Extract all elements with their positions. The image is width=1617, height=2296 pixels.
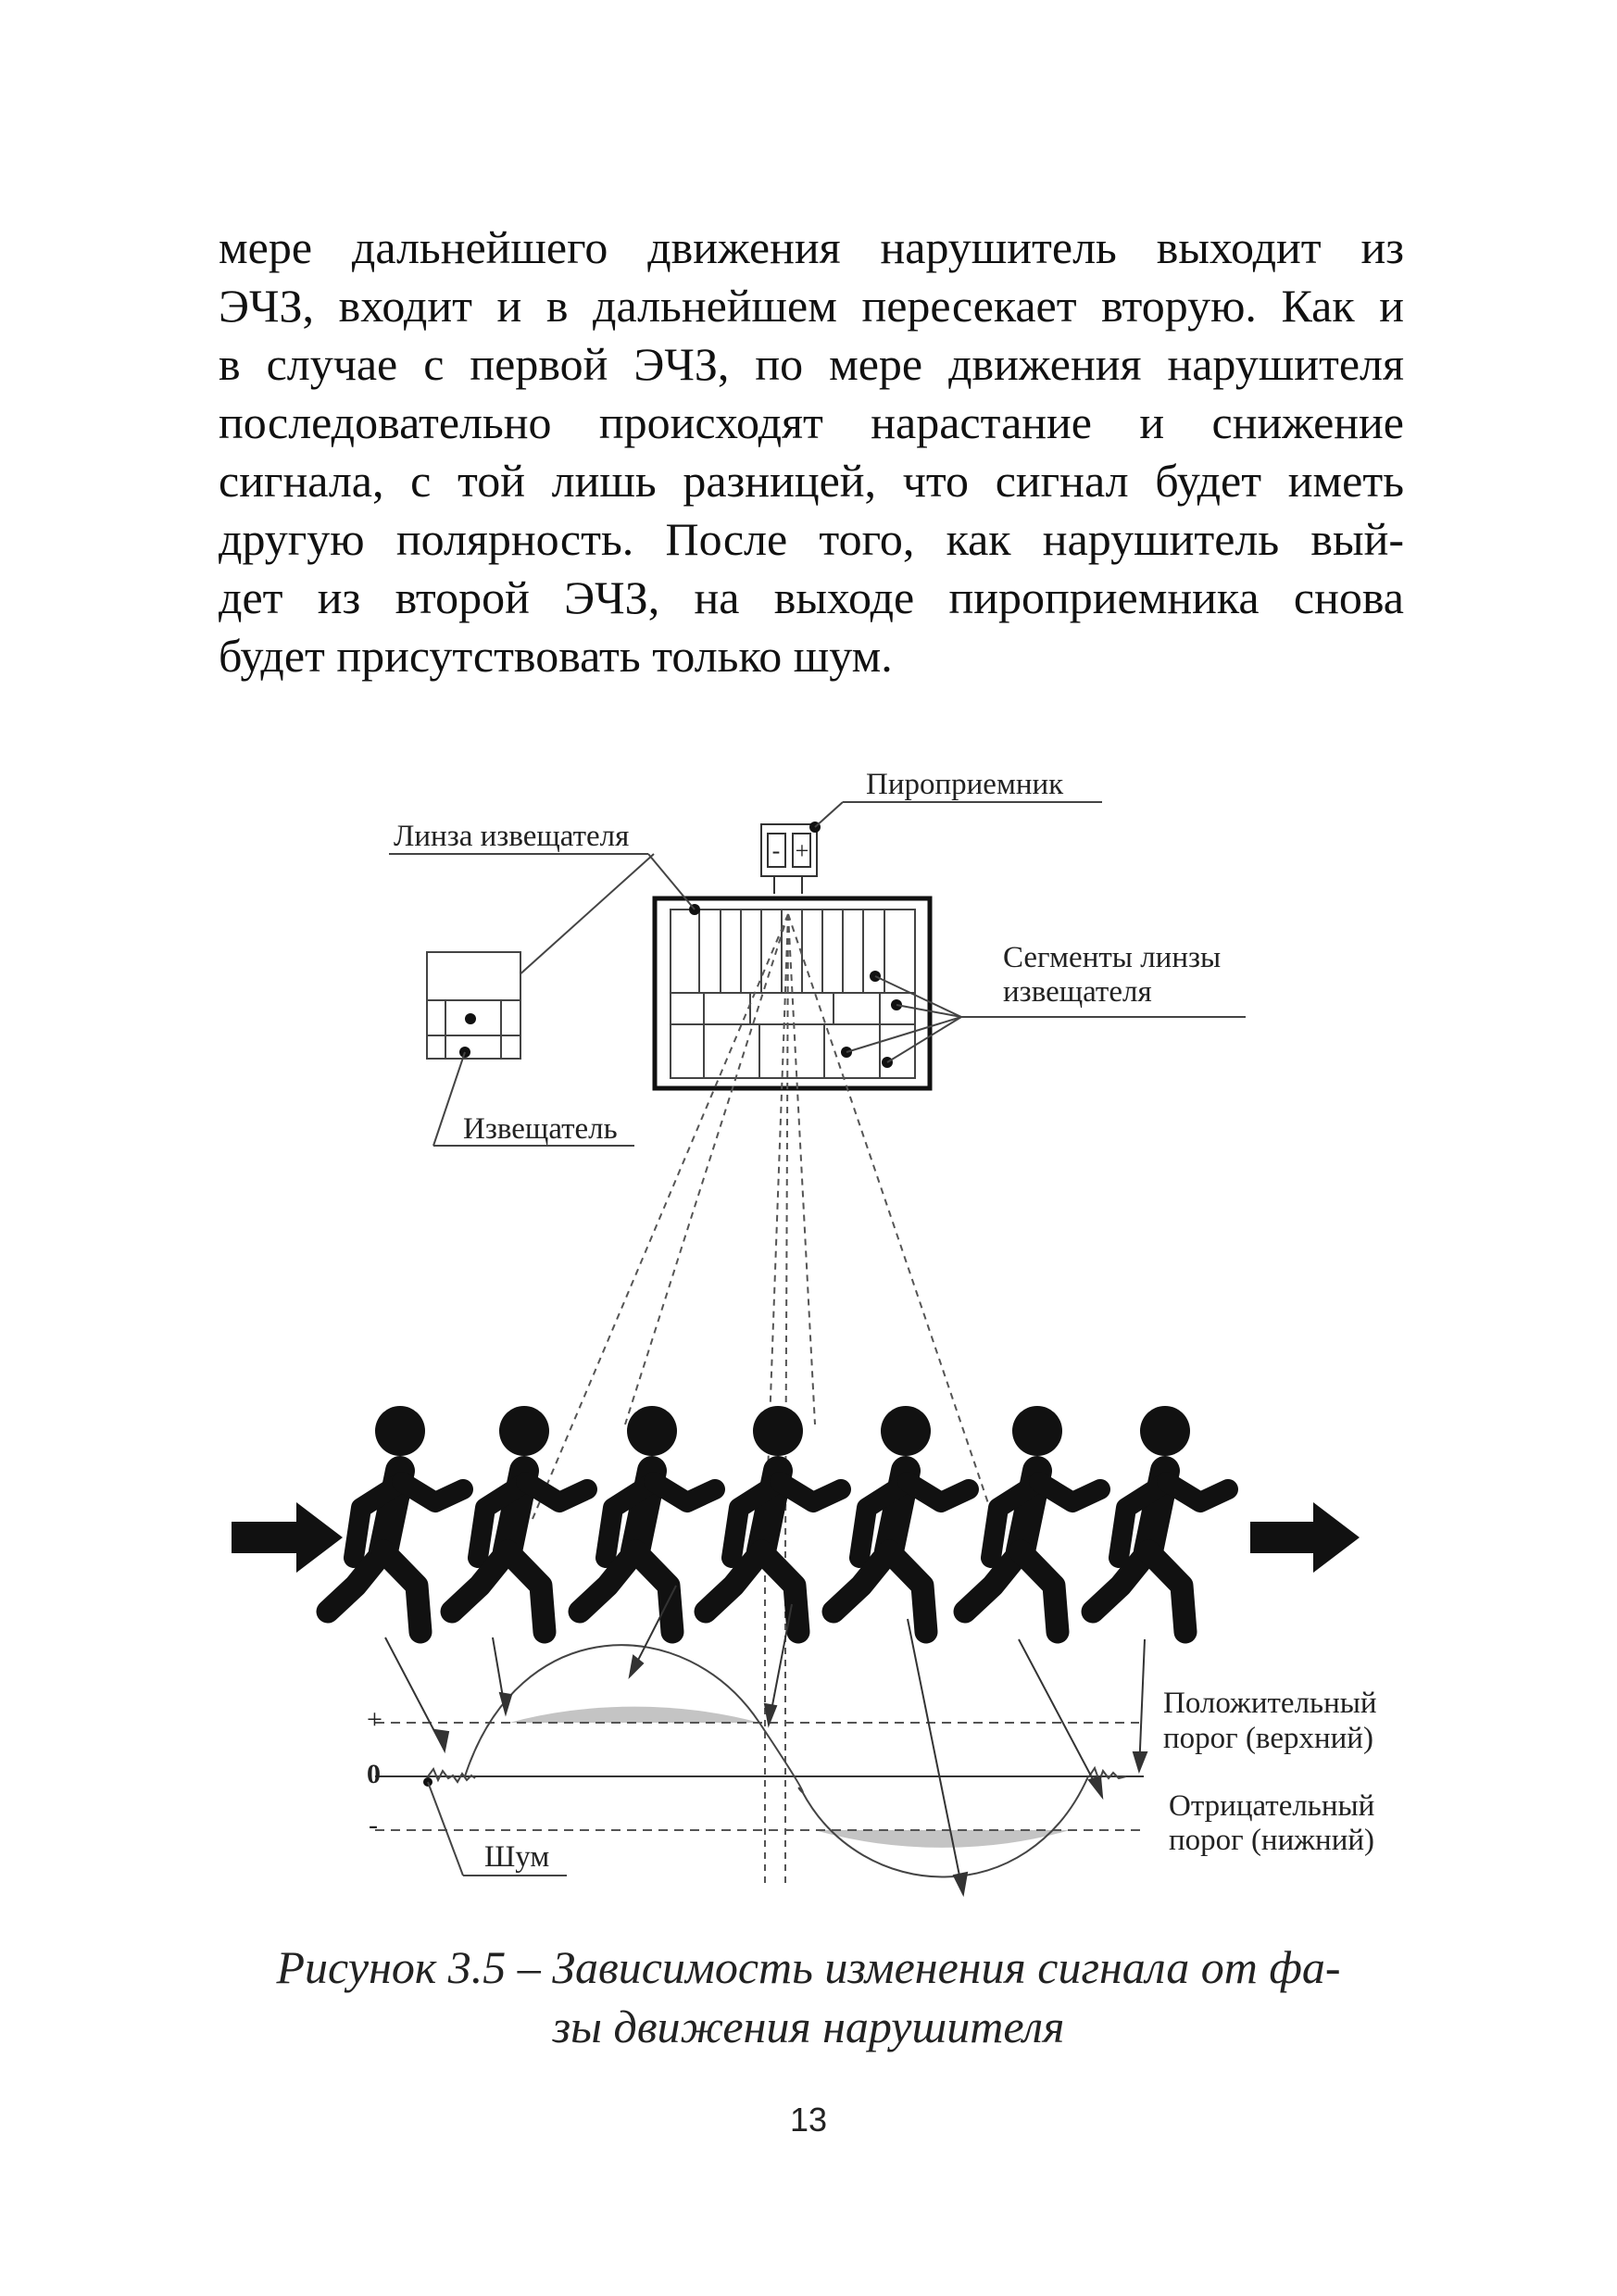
page-number: 13 xyxy=(789,2101,828,2139)
noise-label: Шум xyxy=(484,1840,550,1874)
axis-minus-label: - xyxy=(369,1810,378,1840)
pyro-minus-sign: - xyxy=(771,837,781,864)
caption-line: зы движения нарушителя xyxy=(552,2001,1065,2052)
negative-threshold-label: Отрицательный xyxy=(1169,1789,1375,1823)
detector-device xyxy=(427,952,520,1059)
arrow-out-icon xyxy=(1250,1502,1360,1573)
text-line: будет присутствовать только шум. xyxy=(219,630,893,682)
walker-icon xyxy=(1093,1406,1228,1632)
pyro-label: Пироприемник xyxy=(866,768,1064,801)
text-line: мере дальнейшего движения нарушитель выходит из xyxy=(219,221,1404,273)
detector-label: Извещатель xyxy=(463,1112,618,1146)
pyro-plus-sign: + xyxy=(795,837,809,864)
walker-icon xyxy=(580,1406,715,1632)
signal-graph xyxy=(367,1645,1144,1876)
pyro-receiver xyxy=(761,822,821,894)
arrow-in-icon xyxy=(232,1502,343,1573)
text-line: ЭЧЗ, входит и в дальнейшем пересекает вторую. Как и xyxy=(219,280,1404,332)
segments-label: Сегменты линзы xyxy=(1003,941,1222,974)
walker-icon xyxy=(834,1406,969,1632)
text-line: сигнала, с той лишь разницей, что сигнал будет иметь xyxy=(219,455,1404,507)
figure-caption xyxy=(185,1938,1432,2056)
axis-zero-label: 0 xyxy=(367,1759,381,1789)
axis-plus-label: + xyxy=(367,1704,382,1735)
positive-threshold-label-2: порог (верхний) xyxy=(1163,1722,1373,1755)
walker-icon xyxy=(328,1406,463,1632)
walker-icon xyxy=(965,1406,1100,1632)
walker-icon xyxy=(706,1406,841,1632)
text-line: дет из второй ЭЧЗ, на выходе пироприемника снова xyxy=(219,571,1404,623)
positive-threshold-label: Положительный xyxy=(1163,1687,1377,1720)
negative-threshold-label-2: порог (нижний) xyxy=(1169,1824,1375,1857)
segments-label-2: извещателя xyxy=(1003,975,1152,1009)
caption-line: Рисунок 3.5 – Зависимость изменения сигнала от фа- xyxy=(276,1941,1341,1993)
intruder-figures xyxy=(328,1406,1228,1632)
text-line: в случае с первой ЭЧЗ, по мере движения нарушителя xyxy=(219,338,1404,390)
noise-leader xyxy=(428,1782,463,1876)
text-line: другую полярность. После того, как нарушитель вый- xyxy=(219,513,1404,565)
detector-leader xyxy=(433,1052,465,1146)
pyro-leader xyxy=(815,802,843,827)
lens-label: Линза извещателя xyxy=(394,820,630,853)
text-line: последовательно происходят нарастание и снижение xyxy=(219,396,1404,448)
